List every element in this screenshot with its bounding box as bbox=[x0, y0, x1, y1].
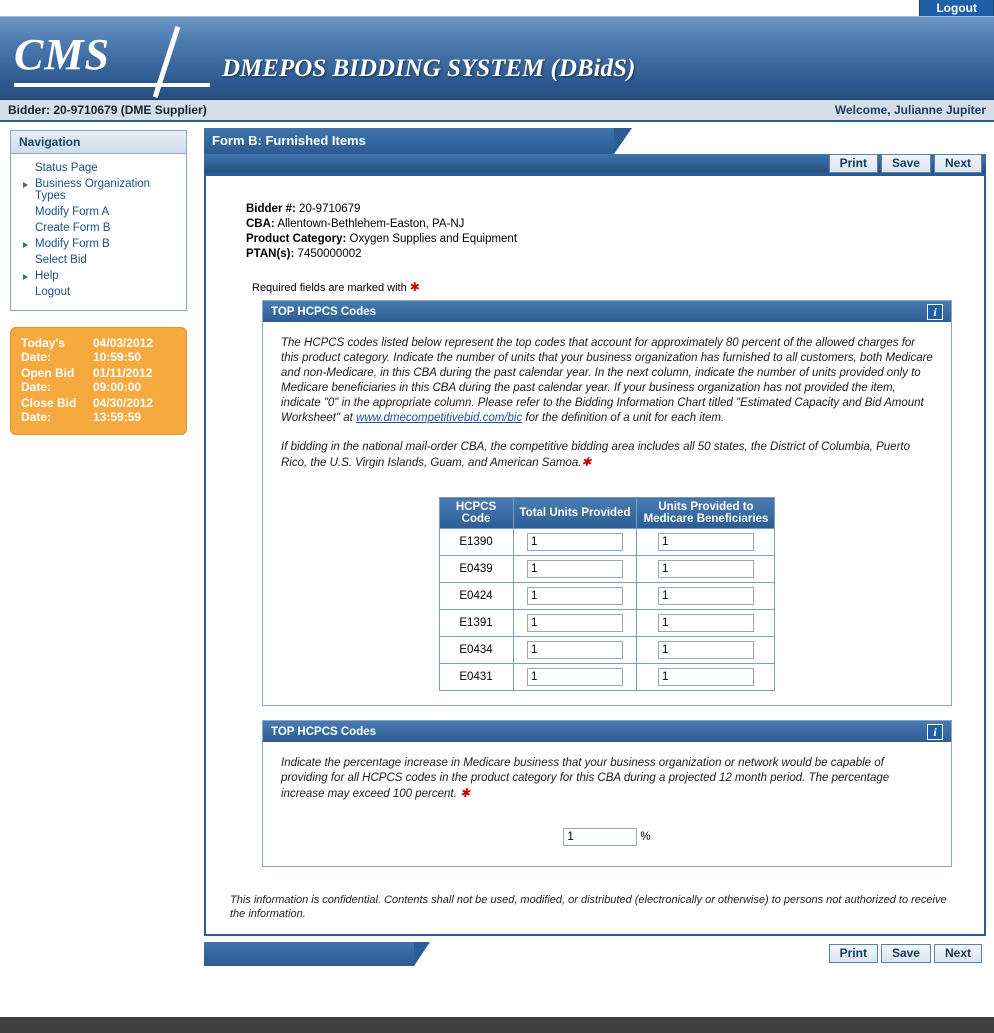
column-header-medicare-units: Units Provided to Medicare Beneficiaries bbox=[637, 498, 775, 529]
required-star-icon: ✱ bbox=[409, 280, 420, 294]
column-header-total-units: Total Units Provided bbox=[513, 498, 637, 529]
section-1-paragraph-2 bbox=[281, 440, 933, 471]
sidebar-item-business-organization-types[interactable] bbox=[17, 176, 180, 204]
required-star-icon: ✱ bbox=[581, 455, 592, 469]
close-bid-row bbox=[21, 396, 176, 424]
cell-medicare-units bbox=[637, 610, 775, 637]
info-icon[interactable]: i bbox=[927, 304, 943, 320]
required-fields-note bbox=[252, 280, 966, 294]
hcpcs-table-wrap bbox=[273, 497, 941, 691]
medicare-units-input[interactable] bbox=[658, 587, 754, 605]
table-row bbox=[439, 529, 775, 556]
bid-metadata bbox=[246, 202, 966, 262]
medicare-units-input[interactable] bbox=[658, 641, 754, 659]
chevron-right-icon bbox=[23, 242, 28, 248]
cell-total-units bbox=[513, 610, 637, 637]
meta-bidder-value: 20-9710679 bbox=[299, 203, 361, 215]
sidebar-item-create-form-b[interactable] bbox=[17, 220, 180, 236]
main-content bbox=[200, 122, 994, 964]
logout-button[interactable]: Logout bbox=[919, 0, 994, 16]
table-row bbox=[439, 583, 775, 610]
meta-cba-label: CBA: bbox=[246, 218, 275, 230]
total-units-input[interactable] bbox=[527, 560, 623, 578]
navigation-header: Navigation bbox=[11, 131, 186, 154]
percentage-increase-input[interactable] bbox=[563, 828, 637, 846]
close-bid-label: Close Bid Date: bbox=[21, 396, 77, 424]
dates-panel bbox=[10, 327, 187, 435]
table-header-row bbox=[439, 498, 775, 529]
sidebar-item-label: Logout bbox=[35, 286, 71, 298]
cell-total-units bbox=[513, 583, 637, 610]
percentage-input-wrap bbox=[273, 828, 941, 846]
confidentiality-notice: This information is confidential. Contents shall not be used, modified, or distributed (electronically or otherwise) to persons not authorized to receive the information. bbox=[230, 894, 947, 920]
top-hcpcs-codes-section bbox=[262, 300, 952, 706]
section-1-paragraph-1-text: The HCPCS codes listed below represent the top codes that account for approximately 80 percent of the allowed charges for this product category. Indicate the number of units that your business organization has furnished to all customers, both Medicare and non-Medicare, in this CBA during the past calendar year. In the next column, indicate the number of units provided only to Medicare beneficiaries in this CBA during the past calendar year. If your business organization has not provided the item, indicate "0" in the appropriate column. Please refer to the Bidding Information Chart titled "Estimated Capacity and Bid Amount Worksheet" at bbox=[281, 337, 933, 424]
table-row bbox=[439, 637, 775, 664]
table-row bbox=[439, 664, 775, 691]
section-header-1 bbox=[263, 301, 951, 322]
sidebar-item-label: Business Organization Types bbox=[35, 178, 151, 202]
meta-bidder-label: Bidder #: bbox=[246, 203, 296, 215]
open-bid-values bbox=[93, 366, 152, 394]
cell-hcpcs-code: E0434 bbox=[439, 637, 513, 664]
meta-cba-row bbox=[246, 217, 966, 232]
meta-bidder-row bbox=[246, 202, 966, 217]
section-1-paragraph-1-tail: for the definition of a unit for each item. bbox=[522, 412, 725, 424]
save-button-top[interactable]: Save bbox=[881, 154, 931, 173]
cell-total-units bbox=[513, 664, 637, 691]
close-bid-time: 13:59:59 bbox=[93, 410, 142, 424]
site-banner bbox=[0, 16, 994, 100]
next-button-bottom[interactable]: Next bbox=[934, 944, 982, 963]
open-bid-row bbox=[21, 366, 176, 394]
meta-ptan-row bbox=[246, 247, 966, 262]
sidebar-item-label: Modify Form A bbox=[35, 206, 110, 218]
cell-hcpcs-code: E1391 bbox=[439, 610, 513, 637]
medicare-units-input[interactable] bbox=[658, 533, 754, 551]
section-body-2 bbox=[263, 742, 951, 866]
cell-medicare-units bbox=[637, 637, 775, 664]
section-1-text bbox=[281, 336, 933, 471]
total-units-input[interactable] bbox=[527, 533, 623, 551]
open-bid-label: Open Bid Date: bbox=[21, 366, 75, 394]
open-bid-time: 09:00:00 bbox=[93, 380, 142, 394]
meta-ptan-label: PTAN(s): bbox=[246, 248, 295, 260]
section-2-text bbox=[281, 756, 933, 802]
welcome-message: Welcome, Julianne Jupiter bbox=[834, 103, 986, 117]
page-title: DMEPOS BIDDING SYSTEM (DBidS) bbox=[222, 55, 636, 82]
section-title-1: TOP HCPCS Codes bbox=[271, 305, 377, 318]
today-date-value: 04/03/2012 bbox=[93, 336, 154, 350]
cell-total-units bbox=[513, 556, 637, 583]
sidebar-item-label: Help bbox=[35, 270, 59, 282]
table-row bbox=[439, 556, 775, 583]
top-button-bar bbox=[204, 154, 986, 176]
medicare-units-input[interactable] bbox=[658, 614, 754, 632]
cell-hcpcs-code: E0424 bbox=[439, 583, 513, 610]
sidebar-item-label: Select Bid bbox=[35, 254, 87, 266]
medicare-units-input[interactable] bbox=[658, 668, 754, 686]
close-bid-date: 04/30/2012 bbox=[93, 396, 154, 410]
column-header-hcpcs-code: HCPCS Code bbox=[439, 498, 513, 529]
navigation-list bbox=[11, 154, 186, 310]
top-bar bbox=[0, 0, 994, 16]
cms-logo-underline bbox=[14, 83, 210, 87]
form-tab-title: Form B: Furnished Items bbox=[204, 128, 614, 154]
open-bid-date: 01/11/2012 bbox=[93, 366, 153, 380]
section-2-paragraph-text: Indicate the percentage increase in Medicare business that your business organization or network would be capable of providing for all HCPCS codes in the product category for this CBA during a projected 12 month period. The percentage increase may exceed 100 percent. bbox=[281, 757, 890, 800]
cell-total-units bbox=[513, 637, 637, 664]
save-button-bottom[interactable]: Save bbox=[881, 944, 931, 963]
meta-cba-value: Allentown-Bethlehem-Easton, PA-NJ bbox=[277, 218, 465, 230]
total-units-input[interactable] bbox=[527, 641, 623, 659]
cell-hcpcs-code: E1390 bbox=[439, 529, 513, 556]
total-units-input[interactable] bbox=[527, 668, 623, 686]
required-star-icon: ✱ bbox=[460, 786, 471, 800]
required-note-text: Required fields are marked with bbox=[252, 282, 407, 294]
section-title-2: TOP HCPCS Codes bbox=[271, 725, 377, 738]
today-date-label: Today's Date: bbox=[21, 336, 65, 364]
sidebar-item-logout[interactable] bbox=[17, 284, 180, 300]
table-row bbox=[439, 610, 775, 637]
meta-category-label: Product Category: bbox=[246, 233, 347, 245]
sidebar-item-modify-form-b[interactable] bbox=[17, 236, 180, 252]
section-body-1 bbox=[263, 322, 951, 705]
bidder-identifier: Bidder: 20-9710679 (DME Supplier) bbox=[8, 103, 207, 117]
page-layout bbox=[0, 122, 994, 964]
cell-hcpcs-code: E0439 bbox=[439, 556, 513, 583]
hcpcs-table bbox=[439, 497, 776, 691]
cell-medicare-units bbox=[637, 664, 775, 691]
meta-category-value: Oxygen Supplies and Equipment bbox=[349, 233, 518, 245]
footer-strip bbox=[0, 1017, 994, 1033]
cms-logo-text: CMS bbox=[14, 30, 110, 79]
sidebar-item-label: Modify Form B bbox=[35, 238, 110, 250]
bidder-bar bbox=[0, 100, 994, 122]
section-header-2 bbox=[263, 721, 951, 742]
sidebar-item-select-bid[interactable] bbox=[17, 252, 180, 268]
bottom-button-bar bbox=[204, 942, 986, 964]
next-button-top[interactable]: Next bbox=[934, 154, 982, 173]
sidebar-item-label: Status Page bbox=[35, 162, 98, 174]
sidebar-item-modify-form-a[interactable] bbox=[17, 204, 180, 220]
today-date-values bbox=[93, 336, 153, 364]
sidebar-item-label: Create Form B bbox=[35, 222, 111, 234]
info-icon[interactable]: i bbox=[927, 724, 943, 740]
percent-sign-label: % bbox=[640, 831, 651, 843]
meta-ptan-value: 7450000002 bbox=[297, 248, 362, 260]
cell-hcpcs-code: E0431 bbox=[439, 664, 513, 691]
cell-total-units bbox=[513, 529, 637, 556]
section-1-paragraph-1 bbox=[281, 336, 933, 426]
close-bid-values bbox=[93, 396, 153, 424]
sidebar-item-status-page[interactable] bbox=[17, 160, 180, 176]
navigation-box bbox=[10, 130, 187, 311]
section-1-paragraph-2-text: If bidding in the national mail-order CBA, the competitive bidding area includes all 50 states, the District of Columbia, Puerto Rico, the U.S. Virgin Islands, Guam, and American Samoa. bbox=[281, 441, 910, 469]
cell-medicare-units bbox=[637, 583, 775, 610]
print-button-top[interactable]: Print bbox=[829, 154, 878, 173]
today-time-value: 10:59:50 bbox=[93, 350, 142, 364]
panel-tab-row bbox=[204, 128, 986, 154]
today-date-row bbox=[21, 336, 176, 364]
medicare-units-input[interactable] bbox=[658, 560, 754, 578]
chevron-right-icon bbox=[23, 274, 28, 280]
sidebar-item-help[interactable] bbox=[17, 268, 180, 284]
form-panel bbox=[204, 176, 986, 936]
total-units-input[interactable] bbox=[527, 614, 623, 632]
meta-category-row bbox=[246, 232, 966, 247]
print-button-bottom[interactable]: Print bbox=[829, 944, 878, 963]
sidebar bbox=[0, 122, 200, 964]
section-2-paragraph bbox=[281, 756, 933, 802]
cms-logo bbox=[14, 31, 214, 89]
percentage-increase-section bbox=[262, 720, 952, 867]
cell-medicare-units bbox=[637, 556, 775, 583]
total-units-input[interactable] bbox=[527, 587, 623, 605]
bic-link[interactable]: www.dmecompetitivebid.com/bic bbox=[356, 412, 523, 424]
cell-medicare-units bbox=[637, 529, 775, 556]
chevron-right-icon bbox=[23, 182, 28, 188]
